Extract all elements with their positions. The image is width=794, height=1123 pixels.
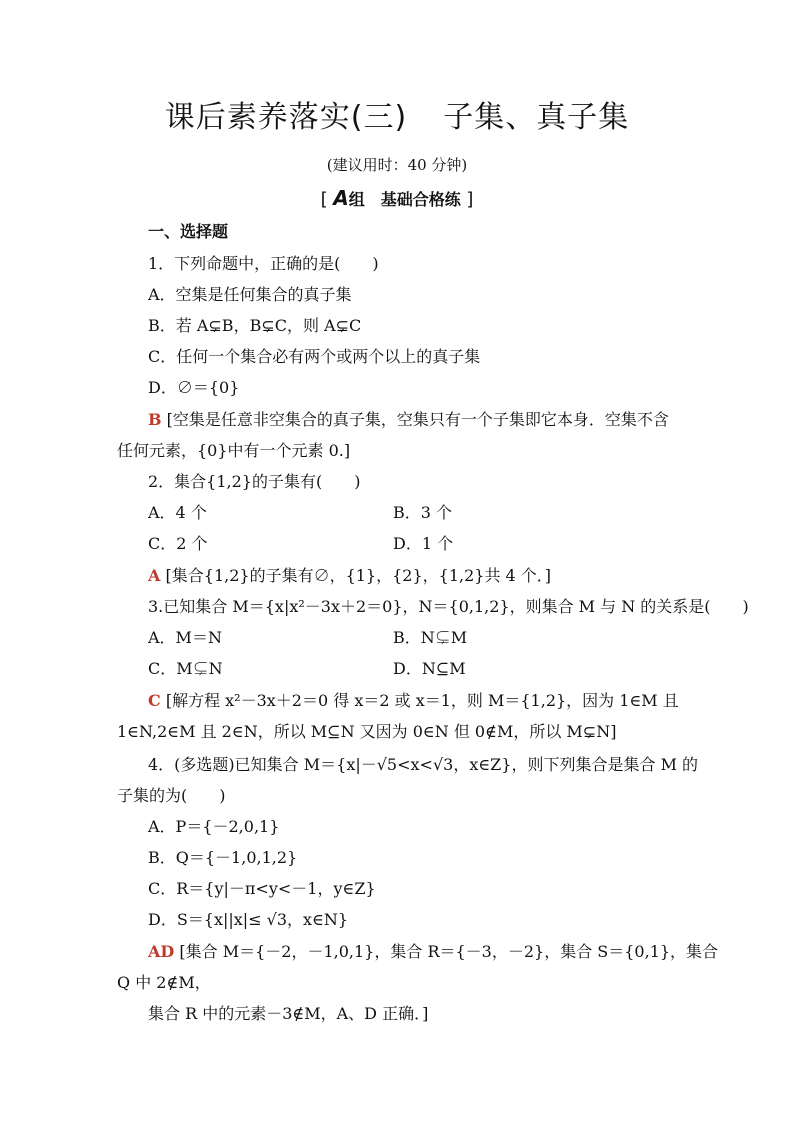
q2-explanation: [集合{1,2}的子集有∅，{1}，{2}，{1,2}共 4 个．]	[165, 566, 552, 585]
q4-option-d: D．S＝{x||x|≤ √3，x∈N}	[148, 910, 349, 929]
group-bracket-close: ]	[466, 189, 474, 210]
q1-explanation-2: 任何元素，{0}中有一个元素 0.]	[117, 441, 351, 460]
q2-answer: A	[148, 566, 161, 585]
suggested-time: (建议用时：40 分钟)	[326, 156, 468, 174]
q4-explanation-2: Q 中 2∉M，	[117, 973, 211, 992]
q4-explanation-1: [集合 M＝{－2，－1,0,1}，集合 R＝{－3，－2}，集合 S＝{0,1}，集合	[179, 942, 719, 961]
q3-answer-line	[148, 691, 679, 711]
q4-stem-2: 子集的为( )	[117, 786, 226, 805]
q4-option-a: A．P＝{－2,0,1}	[148, 817, 280, 836]
q2-option-c: C．2 个	[148, 534, 208, 553]
title-part-b: 子集、真子集	[443, 100, 630, 135]
q2-option-b: B．3 个	[393, 503, 453, 522]
q4-option-c: C．R＝{y|－π<y<－1，y∈Z}	[148, 879, 376, 898]
q1-option-d: D．∅＝{0}	[148, 378, 240, 397]
q3-option-c: C．M⊊N	[148, 659, 223, 678]
q2-option-d: D．1 个	[393, 534, 454, 553]
q1-option-a: A．空集是任何集合的真子集	[148, 285, 352, 304]
q4-stem-1: 4．(多选题)已知集合 M＝{x|－√5<x<√3，x∈Z}，则下列集合是集合 M 的	[148, 755, 699, 774]
section-heading: 一、选择题	[148, 222, 229, 241]
group-bracket-open: [	[320, 189, 328, 210]
q4-answer-line	[148, 942, 718, 962]
q3-answer: C	[148, 691, 161, 710]
q3-stem: 3.已知集合 M＝{x|x²－3x＋2＝0}，N＝{0,1,2}，则集合 M 与 N 的关系是( )	[148, 597, 749, 616]
q1-stem: 1．下列命题中，正确的是( )	[148, 254, 379, 273]
q4-answer: AD	[148, 942, 175, 961]
q3-option-d: D．N⊆M	[393, 659, 466, 678]
q2-answer-line	[148, 566, 551, 586]
page-title	[0, 92, 794, 136]
group-label: 组 基础合格练	[348, 190, 461, 209]
q1-explanation-1: [空集是任意非空集合的真子集，空集只有一个子集即它本身．空集不含	[166, 410, 669, 429]
q2-stem: 2．集合{1,2}的子集有( )	[148, 472, 361, 491]
q1-option-b: B．若 A⊊B，B⊊C，则 A⊊C	[148, 316, 362, 335]
q1-answer: B	[148, 410, 162, 429]
q4-option-b: B．Q＝{－1,0,1,2}	[148, 848, 298, 867]
q3-explanation-1: [解方程 x²－3x＋2＝0 得 x＝2 或 x＝1，则 M＝{1,2}，因为 1∈M 且	[165, 691, 679, 710]
q2-option-a: A．4 个	[148, 503, 207, 522]
group-heading	[0, 186, 794, 210]
q3-option-b: B．N⊊M	[393, 628, 468, 647]
title-part-a: 课后素养落实(三)	[164, 100, 408, 135]
q3-explanation-2: 1∈N,2∈M 且 2∈N，所以 M⊆N 又因为 0∈N 但 0∉M，所以 M⊊N]	[117, 722, 617, 741]
q3-option-a: A．M＝N	[148, 628, 222, 647]
q4-explanation-3: 集合 R 中的元素－3∉M，A、D 正确．]	[148, 1004, 429, 1023]
group-a-logo: A	[333, 186, 349, 210]
q1-option-c: C．任何一个集合必有两个或两个以上的真子集	[148, 347, 481, 366]
q1-answer-line	[148, 410, 669, 430]
